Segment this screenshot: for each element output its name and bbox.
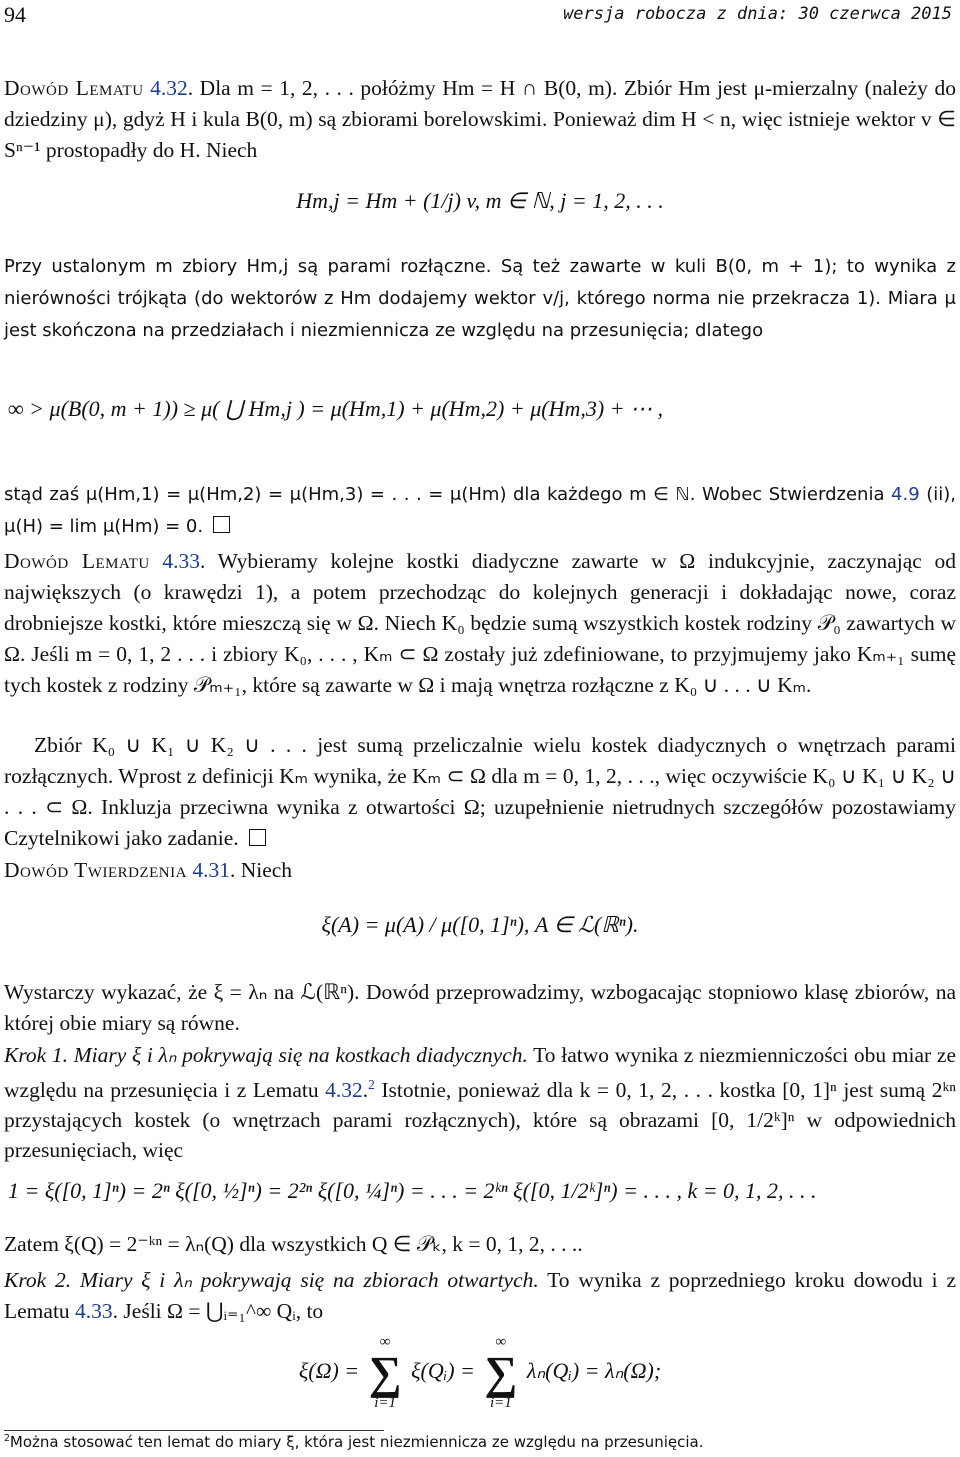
proof-theorem-4-31 xyxy=(4,855,956,886)
sum-lower: i=1 xyxy=(489,1395,512,1412)
paragraph-union-cubes xyxy=(4,730,956,854)
proof-lemma-4-32 xyxy=(4,73,956,166)
paragraph-goal: Wystarczy wykazać, że ξ = λₙ na ℒ(ℝⁿ). Dowód przeprowadzimy, wzbogacając stopniowo klasę zbiorów, na której obie miary są równe. xyxy=(4,980,956,1035)
eq5-lhs: ξ(Ω) = xyxy=(298,1358,365,1384)
equation-hmj: Hm,j = Hm + (1/j) v, m ∈ ℕ, j = 1, 2, . . . xyxy=(296,188,664,213)
paragraph-conclusion xyxy=(4,479,956,543)
step-1-heading: Krok 1. Miary ξ i λₙ pokrywają się na kostkach diadycznych. xyxy=(4,1043,528,1067)
stwierdzenia-ref-link[interactable]: 4.9 xyxy=(891,484,920,505)
proof-body: . Wybieramy kolejne kostki diadyczne zawarte w Ω indukcyjnie, zaczynając od największych (o krawędzi 1), a potem przechodząc do kolejnych generacji i dokładając nowe, coraz drobniejsze kostki, które mieszczą się w Ω. Niech K₀ będzie sumą wszystkich kostek rodziny 𝒫₀ zawartych w Ω. Jeśli m = 0, 1, 2 . . . i zbiory K₀, . . . , Kₘ ⊂ Ω zostały już zdefiniowane, to przyjmujemy jako Kₘ₊₁ sumę tych kostek z rodziny 𝒫ₘ₊₁, które są zawarte w Ω i mają wnętrza rozłączne z K₀ ∪ . . . ∪ Kₘ. xyxy=(4,549,956,697)
footnote-divider xyxy=(4,1430,384,1431)
proof-label: Dowód Lematu xyxy=(4,549,150,573)
step-2-body: . Jeśli Ω = ⋃ᵢ₌₁^∞ Qᵢ, to xyxy=(112,1299,324,1323)
equation-xi-definition: ξ(A) = μ(A) / μ([0, 1]ⁿ), A ∈ ℒ(ℝⁿ). xyxy=(321,912,639,937)
step-2-heading: Krok 2. Miary ξ i λₙ pokrywają się na zbiorach otwartych. xyxy=(4,1268,539,1292)
eq5-rhs: λₙ(Qᵢ) = λₙ(Ω); xyxy=(526,1358,662,1384)
equation-open-sets xyxy=(0,1335,960,1411)
qed-box xyxy=(213,516,230,533)
step-1-body: Istotnie, ponieważ dla k = 0, 1, 2, . . . kostka [0, 1]ⁿ jest sumą 2ᵏⁿ przystających kostek (o wnętrzach parami rozłącznych), które są obrazami [0, 1/2ᵏ]ⁿ w odpowiednich przesunięciach, więc xyxy=(4,1078,956,1163)
equation-measure-bound-text: ∞ > μ(B(0, m + 1)) ≥ μ( ⋃ Hm,j ) = μ(Hm,1) + μ(Hm,2) + μ(Hm,3) + ⋯ , xyxy=(8,396,664,421)
step-1: Krok 1. Miary ξ i λₙ pokrywają się na kostkach diadycznych. To łatwo wynika z niezmienniczości obu miar ze względu na przesunięcia i z Lematu 4.32.$^2$ Istotnie, ponieważ dla k = 0, 1, 2, . . . kostka [0, 1]ⁿ jest sumą 2ᵏⁿ przystających kostek (o wnętrzach parami rozłącznych), które są obrazami [0, 1/2ᵏ]ⁿ w odpowiednich przesunięciach, więc xyxy=(4,1043,956,1163)
sum-symbol-1 xyxy=(369,1335,402,1411)
step-1-mid: To łatwo wynika z niezmienniczości obu miar ze względu na przesunięcia i z Lematu xyxy=(4,1043,956,1103)
sum-symbol-2 xyxy=(484,1335,517,1411)
proof-body: . Dla m = 1, 2, . . . połóżmy Hm = H ∩ B(0, m). Zbiór Hm jest μ-mierzalny (należy do dziedziny μ), gdyż H i kula B(0, m) są zbiorami borelowskimi. Ponieważ dim H < n, więc istnieje wektor v ∈ Sⁿ⁻¹ prostopadły do H. Niech xyxy=(4,76,956,162)
proof-label: Dowód Twierdzenia xyxy=(4,858,187,882)
footnote-number: 2 xyxy=(4,1433,10,1444)
proof-body: . Niech xyxy=(229,858,293,882)
proof-label: Dowód Lematu xyxy=(4,76,144,100)
sigma-icon: ∑ xyxy=(368,1347,402,1398)
conclusion-after: (ii), μ(H) = lim μ(Hm) = 0. xyxy=(4,484,956,537)
proof-lemma-4-33 xyxy=(4,546,956,701)
running-header xyxy=(4,2,952,32)
lemma-ref-link[interactable]: 4.33 xyxy=(75,1299,113,1323)
step-2 xyxy=(4,1265,956,1327)
conclusion-before: stąd zaś μ(Hm,1) = μ(Hm,2) = μ(Hm,3) = . . . = μ(Hm) dla każdego m ∈ ℕ. Wobec Stwierdzenia xyxy=(4,484,885,505)
sum-lower: i=1 xyxy=(374,1395,397,1412)
lemma-ref-link[interactable]: 4.32 xyxy=(150,76,188,100)
paragraph-cube-measure: Zatem ξ(Q) = 2⁻ᵏⁿ = λₙ(Q) dla wszystkich Q ∈ 𝒫ₖ, k = 0, 1, 2, . . .. xyxy=(4,1232,583,1256)
eq5-mid: ξ(Qᵢ) = xyxy=(411,1358,481,1384)
qed-box xyxy=(249,829,266,846)
running-title: wersja robocza z dnia: 30 czerwca 2015 xyxy=(563,4,952,24)
footnote xyxy=(4,1433,703,1451)
footnote-mark[interactable]: 2 xyxy=(368,1077,375,1092)
union-cubes-text: Zbiór K₀ ∪ K₁ ∪ K₂ ∪ . . . jest sumą przeliczalnie wielu kostek diadycznych o wnętrzach parami rozłącznych. Wprost z definicji Kₘ wynika, że Kₘ ⊂ Ω dla m = 0, 1, 2, . . ., więc oczywiście K₀ ∪ K₁ ∪ K₂ ∪ . . . ⊂ Ω. Inkluzja przeciwna wynika z otwartości Ω; uzupełnienie nietrudnych szczegółów pozostawiamy Czytelnikowi jako zadanie. xyxy=(4,733,956,850)
step-2-mid: To wynika z poprzedniego kroku dowodu i z Lematu xyxy=(4,1268,956,1323)
equation-measure-bound xyxy=(8,396,952,422)
footnote-text: Można stosować ten lemat do miary ξ, która jest niezmiennicza ze względu na przesunięcia. xyxy=(9,1433,704,1451)
lemma-ref-link[interactable]: 4.33 xyxy=(162,549,200,573)
page-number: 94 xyxy=(4,2,26,27)
equation-cube-scaling: 1 = ξ([0, 1]ⁿ) = 2ⁿ ξ([0, ½]ⁿ) = 2²ⁿ ξ([0, ¼]ⁿ) = . . . = 2ᵏⁿ ξ([0, 1/2ᵏ]ⁿ) = . . . , k = 0, 1, 2, . . . xyxy=(8,1178,817,1203)
sum-upper: ∞ xyxy=(495,1334,507,1350)
paragraph-disjoint-sets: Przy ustalonym m zbiory Hm,j są parami rozłączne. Są też zawarte w kuli B(0, m + 1); to wynika z nierówności trójkąta (do wektorów z Hm dodajemy wektor v/j, którego norma nie przekracza 1). Miara μ jest skończona na przedziałach i niezmiennicza ze względu na przesunięcia; dlatego xyxy=(4,256,956,341)
lemma-ref-link[interactable]: 4.32 xyxy=(325,1078,363,1103)
sigma-icon: ∑ xyxy=(484,1347,518,1398)
sum-upper: ∞ xyxy=(379,1334,391,1350)
theorem-ref-link[interactable]: 4.31 xyxy=(192,858,230,882)
